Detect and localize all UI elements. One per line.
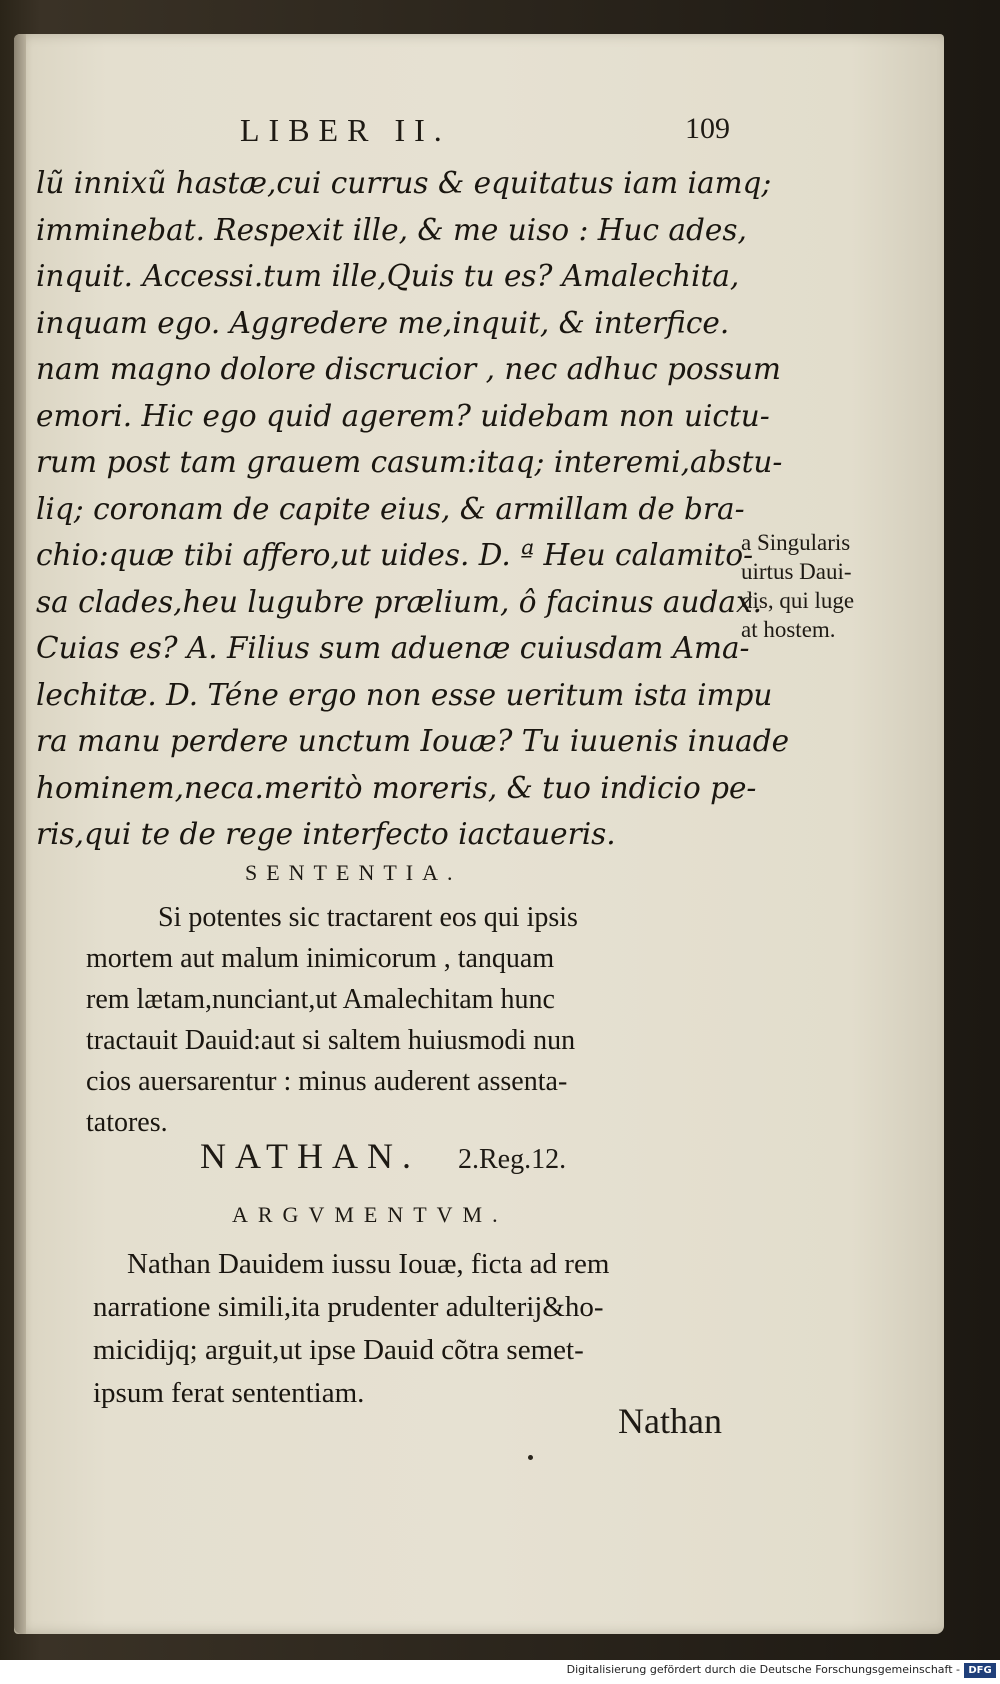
text-line: liq; coronam de capite eius, & armillam de bra- (36, 491, 745, 526)
page-header (240, 112, 730, 152)
margin-line: dis, qui luge (741, 588, 855, 613)
footer-bar (0, 1660, 1000, 1684)
text-line: lechitæ. D. Téne ergo non esse ueritum ista impu (36, 677, 773, 712)
sententia-heading: SENTENTIA. (245, 860, 462, 885)
sententia-block (86, 897, 726, 1143)
text-line: ris,qui te de rege interfecto iactaueris. (36, 817, 616, 851)
margin-line: uirtus Daui- (741, 559, 852, 584)
sententia-line: tatores. (86, 1107, 168, 1138)
catchword: Nathan (618, 1401, 722, 1441)
ink-dot (528, 1455, 533, 1460)
sententia-line: cios auersarentur : minus auderent assenta- (86, 1066, 568, 1097)
marginal-note (741, 528, 901, 644)
text-line: chio:quæ tibi affero,ut uides. D. ª Heu calamito- (36, 538, 754, 572)
section-heading-nathan (200, 1135, 566, 1177)
section-name: NATHAN. (200, 1136, 420, 1176)
argumentum-line: ipsum ferat sententiam. (93, 1377, 365, 1409)
text-line: rum post tam grauem casum:itaq; interemi,abstu- (36, 445, 783, 479)
funding-notice: Digitalisierung gefördert durch die Deutsche Forschungsgemeinschaft - (566, 1663, 960, 1676)
text-line: hominem,neca.meritò moreris, & tuo indicio pe- (36, 770, 757, 805)
text-line: inquit. Accessi.tum ille,Quis tu es? Amalechita, (36, 259, 740, 293)
sententia-line: tractauit Dauid:aut si saltem huiusmodi nun (86, 1025, 576, 1056)
text-line: lũ innixũ hastæ,cui currus & equitatus iam iamq; (36, 166, 772, 200)
text-line: ra manu perdere unctum Iouæ? Tu iuuenis inuade (36, 724, 790, 758)
argumentum-heading: ARGVMENTVM. (232, 1202, 508, 1227)
argumentum-block (93, 1243, 733, 1415)
page-gutter-edge (14, 34, 26, 1634)
text-line: Cuias es? A. Filius sum aduenæ cuiusdam Ama- (36, 631, 750, 665)
argumentum-line: narratione simili,ita prudenter adulterij&ho- (93, 1291, 604, 1323)
text-line: sa clades,heu lugubre prælium, ô facinus audax. (36, 584, 762, 619)
argumentum-line: micidijq; arguit,ut ipse Dauid cõtra semet- (93, 1334, 584, 1366)
text-line: inquam ego. Aggredere me,inquit, & interfice. (36, 305, 730, 340)
text-line: nam magno dolore discrucior , nec adhuc possum (36, 352, 781, 386)
dfg-logo: DFG (964, 1663, 996, 1678)
running-head: LIBER II. (240, 112, 451, 148)
margin-line: at hostem. (741, 617, 836, 642)
sententia-line: Si potentes sic tractarent eos qui ipsis (158, 902, 578, 933)
margin-line: a Singularis (741, 530, 851, 555)
page-number: 109 (685, 112, 730, 145)
sententia-line: rem lætam,nunciant,ut Amalechitam hunc (86, 984, 555, 1015)
text-line: emori. Hic ego quid agerem? uidebam non uictu- (36, 398, 770, 433)
argumentum-line: Nathan Dauidem iussu Iouæ, ficta ad rem (127, 1248, 610, 1280)
text-line: imminebat. Respexit ille, & me uiso : Huc ades, (36, 212, 747, 247)
sententia-line: mortem aut malum inimicorum , tanquam (86, 943, 555, 974)
scripture-reference: 2.Reg.12. (458, 1144, 567, 1175)
